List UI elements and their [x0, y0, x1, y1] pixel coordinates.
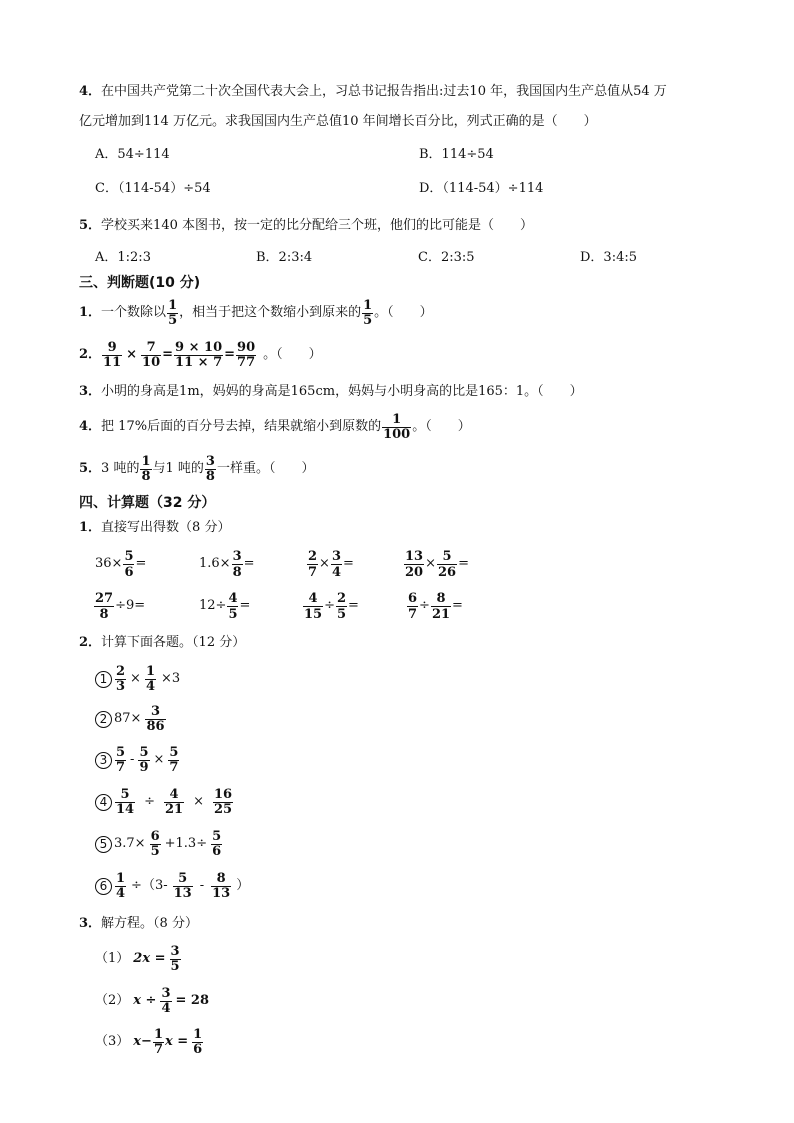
question-4-line1 [79, 83, 667, 101]
option-b[interactable]: B．114÷54 [419, 147, 494, 162]
equation-2: （2） x ÷ $\frac{3}{4}$ = 28 [95, 985, 210, 1016]
question-text: 直接写出得数（8 分） [101, 520, 231, 535]
question-text: 学校买来140 本图书，按一定的比分配给三个班，他们的比可能是（ ） [101, 218, 533, 233]
mental-math-item: $\frac{4}{15}$ ÷ $\frac{2}{5}$ = [304, 590, 359, 622]
fraction: $\frac{1}{5}$ [168, 297, 178, 328]
circled-number: 1 [95, 671, 112, 688]
answer-blank[interactable]: 。（ ） [412, 419, 471, 434]
calc-item-2: 2 87× $\frac{3}{86}$ [95, 702, 167, 736]
option-b[interactable]: B．2:3:4 [256, 250, 313, 265]
calc-item-5: 5 3.7× $\frac{6}{5}$ +1.3÷ $\frac{5}{6}$ [95, 827, 223, 861]
mental-math-item: $\frac{27}{8}$ ÷9= [95, 590, 146, 622]
option-d[interactable]: D．（114-54）÷114 [419, 181, 544, 196]
mental-math-item: 1.6× $\frac{3}{8}$ = [199, 548, 255, 580]
answer-blank[interactable]: 。（ ） [263, 347, 322, 362]
mental-math-item: $\frac{13}{20}$ × $\frac{5}{26}$ = [405, 548, 469, 580]
question-text: 计算下面各题。（12 分） [101, 635, 246, 650]
circled-number: 5 [95, 836, 112, 853]
fraction: $\frac{90}{77}$ [237, 339, 256, 370]
circled-number: 6 [95, 878, 112, 895]
judge-2 [79, 338, 322, 372]
text: ，相当于把这个数缩小到原来的 [179, 305, 362, 320]
answer-blank[interactable]: 。（ ） [374, 305, 433, 320]
question-4-line2: 亿元增加到114 万亿元。求我国国内生产总值10 年间增长百分比，列式正确的是（ ） [79, 114, 597, 129]
text: 与1 吨的 [152, 461, 204, 476]
calc-item-3: 3 $\frac{5}{7}$ - $\frac{5}{9}$ × $\frac{5}{7}$ [95, 743, 180, 777]
text: 把 17%后面的百分号去掉，结果就缩小到原数的 [101, 419, 382, 434]
text: 一个数除以 [101, 305, 167, 320]
circled-number: 3 [95, 752, 112, 769]
circled-number: 4 [95, 794, 112, 811]
fraction: $\frac{3}{8}$ [205, 453, 215, 484]
answer-blank[interactable]: 一样重。（ ） [216, 461, 315, 476]
question-number: 1． [79, 520, 102, 535]
part-3-title [79, 915, 198, 933]
judge-4 [79, 410, 471, 444]
question-number: 3． [79, 916, 102, 931]
question-number: 5． [79, 461, 102, 476]
question-5 [79, 217, 533, 235]
judge-1 [79, 296, 433, 330]
fraction: $\frac{1}{8}$ [141, 453, 151, 484]
fraction: $\frac{9 \times 10}{11 \times 7}$ [175, 339, 223, 370]
equals-sign: = [224, 347, 236, 362]
section-4-title: 四、计算题（32 分） [79, 495, 216, 511]
judge-3 [79, 383, 583, 401]
question-text: 小明的身高是1m，妈妈的身高是165cm，妈妈与小明身高的比是165：1。（ ） [101, 384, 583, 399]
option-a[interactable]: A．54÷114 [95, 147, 170, 162]
question-number: 2． [79, 347, 102, 362]
question-number: 2． [79, 635, 102, 650]
option-c[interactable]: C．（114-54）÷54 [95, 181, 211, 196]
part-1-title [79, 519, 230, 537]
calc-item-1: 1 $\frac{2}{3}$ × $\frac{1}{4}$ ×3 [95, 662, 180, 696]
text: 3 吨的 [101, 461, 140, 476]
equation-1: （1） 2x = $\frac{3}{5}$ [95, 943, 180, 974]
mental-math-item: $\frac{2}{7}$ × $\frac{3}{4}$ = [308, 548, 354, 580]
calc-item-6: 6 $\frac{1}{4}$ ÷（3- $\frac{5}{13}$ - $\frac{8}{13}$ ） [95, 869, 249, 903]
fraction: $\frac{1}{5}$ [363, 297, 373, 328]
mental-math-item: 12÷ $\frac{4}{5}$ = [199, 590, 251, 622]
times-sign: × [126, 347, 138, 362]
question-number: 4． [79, 84, 102, 99]
part-2-title [79, 634, 245, 652]
equation-3: （3） x− $\frac{1}{7}$ x = $\frac{1}{6}$ [95, 1026, 203, 1057]
fraction: $\frac{9}{11}$ [103, 339, 122, 370]
equals-sign: = [162, 347, 174, 362]
calc-item-4: 4 $\frac{5}{14}$ ÷ $\frac{4}{21}$ × $\frac{16}{25}$ [95, 785, 234, 819]
question-text: 解方程。（8 分） [101, 916, 198, 931]
question-number: 3． [79, 384, 102, 399]
option-c[interactable]: C．2:3:5 [418, 250, 475, 265]
circled-number: 2 [95, 711, 112, 728]
question-number: 1． [79, 305, 102, 320]
option-a[interactable]: A．1:2:3 [95, 250, 151, 265]
question-text: 在中国共产党第二十次全国代表大会上，习总书记报告指出:过去10 年，我国国内生产总值从54 万 [101, 84, 667, 99]
mental-math-item: $\frac{6}{7}$ ÷ $\frac{8}{21}$ = [408, 590, 463, 622]
section-3-title: 三、判断题(10 分) [79, 275, 201, 291]
fraction: $\frac{7}{10}$ [142, 339, 161, 370]
option-d[interactable]: D．3:4:5 [580, 250, 637, 265]
mental-math-item: 36× $\frac{5}{6}$ = [95, 548, 147, 580]
question-number: 5． [79, 218, 102, 233]
question-number: 4． [79, 419, 102, 434]
fraction: $\frac{1}{100}$ [383, 411, 411, 442]
judge-5 [79, 452, 314, 486]
